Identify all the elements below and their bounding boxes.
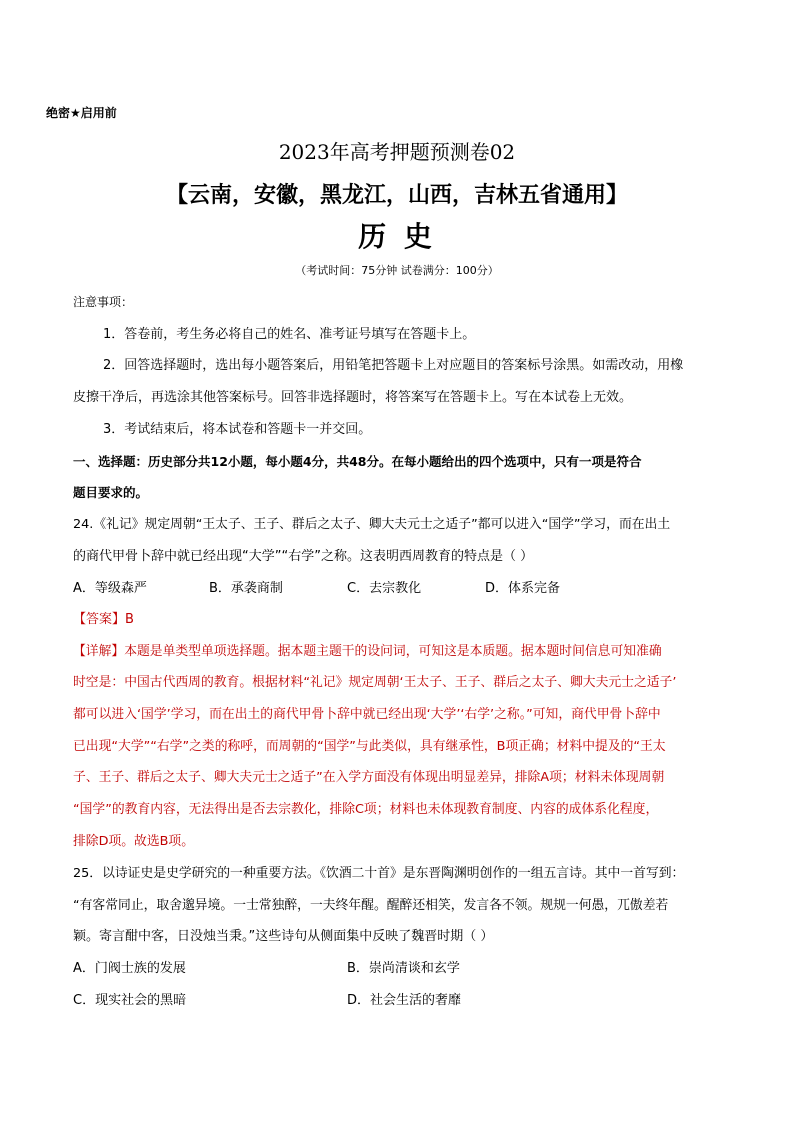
section-heading-line2: 题目要求的。 [73, 485, 149, 500]
notice-item-3: 3．考试结束后，将本试卷和答题卡一并交回。 [103, 422, 372, 437]
section-heading-line1: 一、选择题：历史部分共12小题，每小题4分，共48分。在每小题给出的四个选项中，只有一项是符合 [73, 454, 642, 469]
q24-analysis-line7: 排除D项。故选B项。 [73, 834, 195, 849]
confidential-mark: 绝密★启用前 [46, 106, 117, 120]
q24-option-d: D．体系完备 [485, 581, 561, 596]
q25-stem-line1: 25．以诗证史是史学研究的一种重要方法。《饮酒二十首》是东晋陶渊明创作的一组五言诗。其中一首写到： [73, 866, 685, 881]
q25-stem-line2: “有客常同止，取舍邈异境。一士常独醉，一夫终年醒。醒醉还相笑，发言各不领。规规一何愚，兀傲差若 [73, 898, 669, 913]
q24-analysis-line1: 【详解】本题是单类型单项选择题。据本题主题干的设问词，可知这是本质题。据本题时间信息可知准确 [73, 644, 662, 659]
notice-heading: 注意事项： [73, 295, 134, 309]
q24-stem-line2: 的商代甲骨卜辞中就已经出现“大学”“右学”之称。这表明西周教育的特点是（ ） [73, 549, 534, 564]
q25-option-b: B．崇尚清谈和玄学 [347, 961, 460, 976]
exam-subtitle: 【云南，安徽，黑龙江，山西，吉林五省通用】 [165, 183, 628, 208]
q24-analysis-line2: 时空是：中国古代西周的教育。根据材料“礼记》规定周朝‘王太子、王子、群后之太子、卿大夫元士之适子’ [73, 675, 677, 690]
notice-item-1: 1．答卷前，考生务必将自己的姓名、准考证号填写在答题卡上。 [103, 327, 476, 342]
q24-analysis-line4: 已出现“大学”“右学”之类的称呼，而周朝的“国学”与此类似，具有继承性，B项正确；材料中提及的“王太 [73, 739, 666, 754]
q25-option-c: C．现实社会的黑暗 [73, 993, 187, 1008]
q24-option-b: B．承袭商制 [209, 581, 283, 596]
q24-option-c: C．去宗教化 [347, 581, 422, 596]
q24-stem-line1: 24.《礼记》规定周朝“王太子、王子、群后之太子、卿大夫元士之适子”都可以进入“国学”学习，而在出土 [73, 517, 671, 532]
q24-analysis-line3: 都可以进入‘国学’学习，而在出土的商代甲骨卜辞中就已经出现‘大学’‘右学’之称。”可知，商代甲骨卜辞中 [73, 707, 661, 722]
q24-option-a: A．等级森严 [73, 581, 147, 596]
q25-stem-line3: 颖。寄言酣中客，日没烛当秉。”这些诗句从侧面集中反映了魏晋时期（ ） [73, 929, 494, 944]
exam-title: 2023年高考押题预测卷02 [278, 140, 516, 164]
notice-item-2: 2．回答选择题时，选出每小题答案后，用铅笔把答题卡上对应题目的答案标号涂黑。如需改动，用橡 [103, 358, 684, 373]
exam-info: （考试时间：75分钟 试卷满分：100分） [295, 264, 499, 277]
q24-answer: 【答案】B [73, 612, 134, 627]
subject-title: 历 史 [358, 220, 436, 253]
q25-option-d: D．社会生活的奢靡 [347, 993, 462, 1008]
q24-analysis-line6: “国学”的教育内容，无法得出是否去宗教化，排除C项；材料也未体现教育制度、内容的成体系化程度， [73, 802, 659, 817]
notice-item-2-cont: 皮擦干净后，再选涂其他答案标号。回答非选择题时，将答案写在答题卡上。写在本试卷上无效。 [73, 390, 633, 405]
q25-option-a: A．门阀士族的发展 [73, 961, 186, 976]
q24-analysis-line5: 子、王子、群后之太子、卿大夫元士之适子”在入学方面没有体现出明显差异，排除A项；材料未体现周朝 [73, 770, 665, 785]
